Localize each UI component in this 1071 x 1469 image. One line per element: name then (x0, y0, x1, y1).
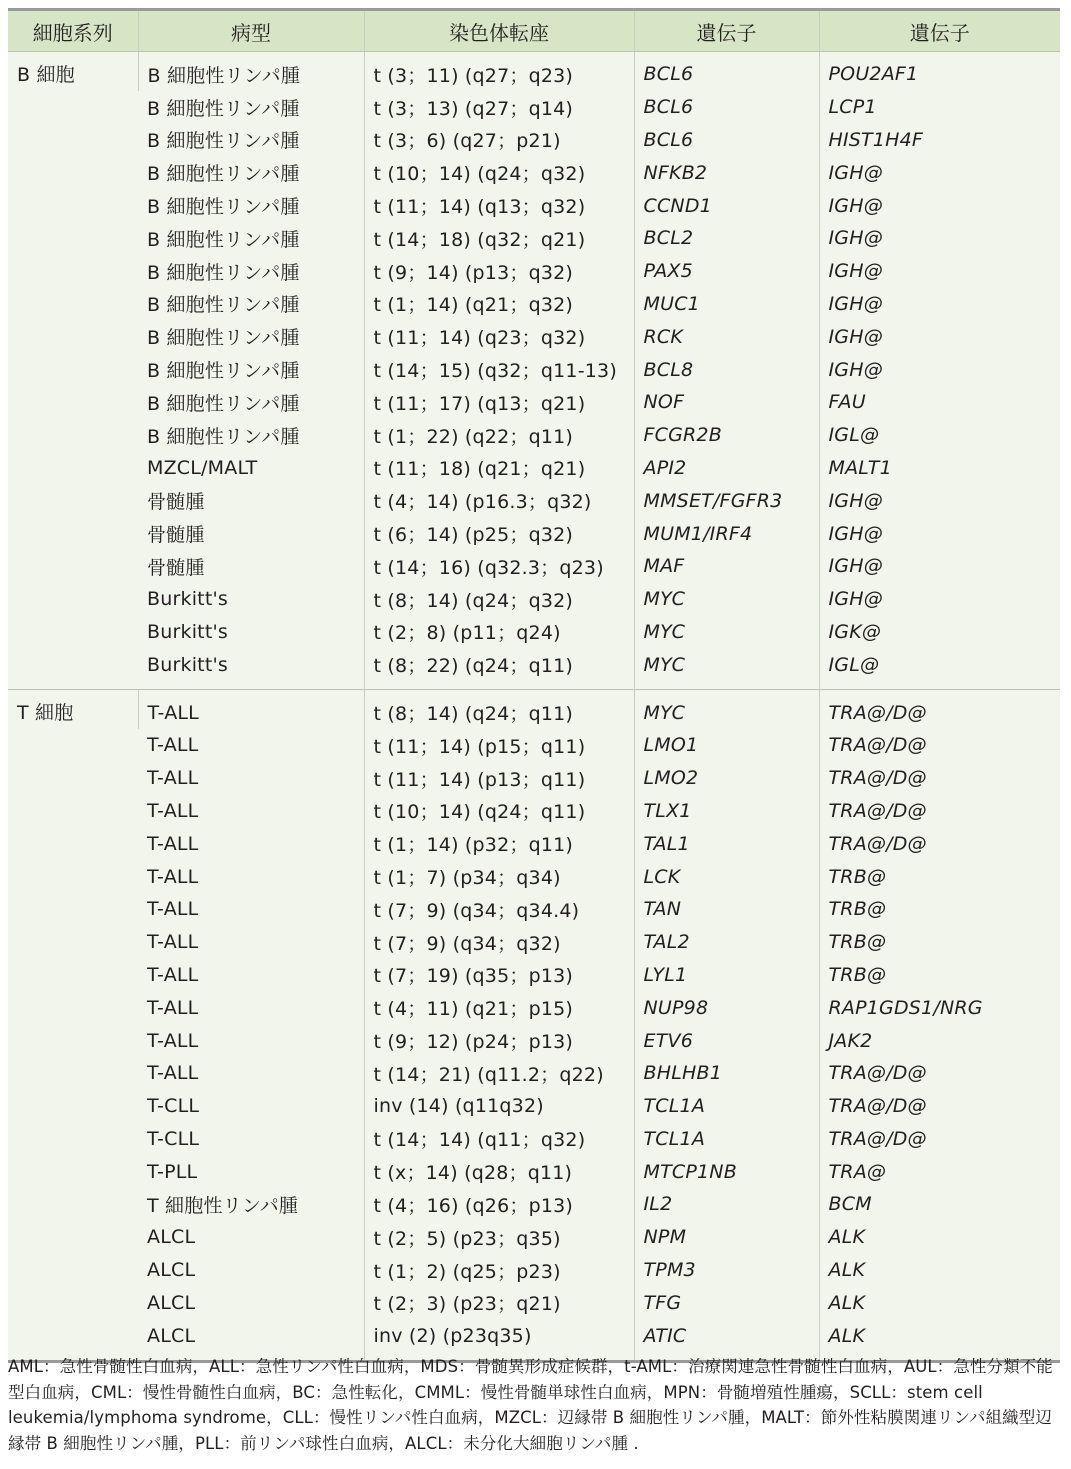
gene-1-cell: TCL1A (634, 1090, 819, 1123)
translocation-cell: t (11；14) (p13；q11) (364, 762, 634, 795)
gene-1-cell: CCND1 (634, 189, 819, 222)
gene-2-cell: RAP1GDS1/NRG (819, 991, 1060, 1024)
disease-type-cell: ALCL (147, 1291, 196, 1314)
header-translocation: 染色体転座 (364, 10, 634, 52)
gene-2-cell: IGH@ (819, 583, 1060, 616)
gene-2-cell: IGH@ (819, 517, 1060, 550)
table-row (8, 827, 1060, 860)
gene-1-cell: LMO2 (634, 762, 819, 795)
table-row (8, 452, 1060, 485)
translocation-cell: t (14；18) (q32；q21) (364, 222, 634, 255)
disease-type-cell: B 細胞性リンパ腫 (147, 196, 300, 219)
gene-2-cell: HIST1H4F (819, 124, 1060, 157)
gene-1-cell: LYL1 (634, 959, 819, 992)
gene-2-cell: BCM (819, 1188, 1060, 1221)
header-disease-type: 病型 (138, 10, 364, 52)
gene-1-cell: MTCP1NB (634, 1155, 819, 1188)
footnote: AML：急性骨髄性白血病，ALL：急性リンパ性白血病，MDS：骨髄異形成症候群，t-AML：治療関連急性骨髄性白血病，AUL：急性分類不能型白血病，CML：慢性骨髄性白血病，BC：急性転化，CMML：慢性骨髄単球性白血病，MPN：骨髄増殖性腫瘍，SCLL：stem cell leukemia/lymphoma syndrome，CLL：慢性リンパ性白血病，MZCL：辺縁帯 B 細胞性リンパ腫，MALT：節外性粘膜関連リンパ組織型辺縁帯 B 細胞性リンパ腫，PLL：前リンパ球性白血病，ALCL：未分化大細胞リンパ腫 . (8, 1357, 1053, 1453)
disease-type-cell: 骨髄腫 (147, 491, 205, 514)
gene-1-cell: BHLHB1 (634, 1057, 819, 1090)
disease-type-cell: B 細胞性リンパ腫 (147, 392, 300, 415)
disease-type-cell: T-ALL (138, 690, 364, 729)
table-row (8, 1090, 1060, 1123)
gene-2-cell: ALK (819, 1319, 1060, 1361)
translocation-cell: t (4；14) (p16.3；q32) (364, 484, 634, 517)
gene-2-cell: IGL@ (819, 419, 1060, 452)
gene-1-cell: BCL6 (634, 91, 819, 124)
gene-2-cell: IGH@ (819, 189, 1060, 222)
gene-1-cell: TAL2 (634, 926, 819, 959)
table-row (8, 517, 1060, 550)
table-row (8, 320, 1060, 353)
table-row (8, 893, 1060, 926)
table-row (8, 288, 1060, 321)
translocation-cell: t (14；14) (q11；q32) (364, 1123, 634, 1156)
gene-2-cell: IGH@ (819, 288, 1060, 321)
translocation-cell: t (11；14) (q23；q32) (364, 320, 634, 353)
translocation-cell: t (8；14) (q24；q11) (364, 690, 634, 729)
table-row (8, 1286, 1060, 1319)
gene-2-cell: IGH@ (819, 353, 1060, 386)
gene-1-cell: NPM (634, 1221, 819, 1254)
gene-2-cell: IGK@ (819, 616, 1060, 649)
translocation-cell: t (14；16) (q32.3；q23) (364, 550, 634, 583)
translocation-cell: inv (14) (q11q32) (364, 1090, 634, 1123)
disease-type-cell: B 細胞性リンパ腫 (147, 261, 300, 284)
gene-1-cell: TAL1 (634, 827, 819, 860)
gene-2-cell: IGH@ (819, 550, 1060, 583)
disease-type-cell: ALCL (147, 1259, 196, 1282)
gene-1-cell: IL2 (634, 1188, 819, 1221)
translocation-cell: t (9；14) (p13；q32) (364, 255, 634, 288)
translocation-cell: t (14；21) (q11.2；q22) (364, 1057, 634, 1090)
disease-type-cell: B 細胞性リンパ腫 (147, 130, 300, 153)
gene-2-cell: POU2AF1 (819, 52, 1060, 91)
translocation-cell: inv (2) (p23q35) (364, 1319, 634, 1361)
table-row (8, 1057, 1060, 1090)
gene-1-cell: TFG (634, 1286, 819, 1319)
translocation-cell: t (1；2) (q25；p23) (364, 1254, 634, 1287)
gene-2-cell: IGL@ (819, 648, 1060, 689)
gene-1-cell: NUP98 (634, 991, 819, 1024)
disease-type-cell: B 細胞性リンパ腫 (147, 360, 300, 383)
translocation-cell: t (2；8) (p11；q24) (364, 616, 634, 649)
table-row (8, 616, 1060, 649)
translocation-cell: t (11；14) (q13；q32) (364, 189, 634, 222)
table-row (8, 1024, 1060, 1057)
table-row (8, 419, 1060, 452)
table-row (8, 1254, 1060, 1287)
header-row (8, 10, 1060, 52)
gene-2-cell: ALK (819, 1221, 1060, 1254)
header-gene-1: 遺伝子 (634, 10, 819, 52)
translocation-cell: t (10；14) (q24；q32) (364, 156, 634, 189)
gene-2-cell: IGH@ (819, 255, 1060, 288)
translocation-cell: t (3；6) (q27；p21) (364, 124, 634, 157)
translocation-cell: t (3；11) (q27；q23) (364, 52, 634, 91)
gene-2-cell: FAU (819, 386, 1060, 419)
gene-1-cell: MAF (634, 550, 819, 583)
table-row (8, 124, 1060, 157)
disease-type-cell: T 細胞性リンパ腫 (147, 1194, 299, 1217)
disease-type-cell: T-ALL (147, 898, 199, 921)
gene-1-cell: MYC (634, 690, 819, 729)
gene-1-cell: TLX1 (634, 795, 819, 828)
disease-type-cell: B 細胞性リンパ腫 (147, 163, 300, 186)
disease-type-cell: Burkitt's (147, 653, 228, 676)
disease-type-cell: T-CLL (147, 1127, 200, 1150)
table-row (8, 386, 1060, 419)
gene-2-cell: TRA@/D@ (819, 1057, 1060, 1090)
table-header (8, 10, 1060, 52)
gene-2-cell: TRB@ (819, 893, 1060, 926)
gene-1-cell: NFKB2 (634, 156, 819, 189)
gene-2-cell: TRA@/D@ (819, 1123, 1060, 1156)
gene-1-cell: TCL1A (634, 1123, 819, 1156)
gene-1-cell: ETV6 (634, 1024, 819, 1057)
lineage-cell: T 細胞 (8, 690, 138, 1362)
translocation-table (8, 8, 1060, 1363)
translocation-cell: t (x；14) (q28；q11) (364, 1155, 634, 1188)
translocation-cell: t (1；14) (p32；q11) (364, 827, 634, 860)
translocation-cell: t (7；9) (q34；q34.4) (364, 893, 634, 926)
disease-type-cell: T-ALL (147, 767, 199, 790)
gene-2-cell: LCP1 (819, 91, 1060, 124)
translocation-cell: t (4；11) (q21；p15) (364, 991, 634, 1024)
disease-type-cell: B 細胞性リンパ腫 (138, 52, 364, 91)
translocation-cell: t (6；14) (p25；q32) (364, 517, 634, 550)
table-row (8, 222, 1060, 255)
translocation-cell: t (2；5) (p23；q35) (364, 1221, 634, 1254)
gene-2-cell: TRA@/D@ (819, 795, 1060, 828)
table-row (8, 550, 1060, 583)
disease-type-cell: T-ALL (147, 1029, 199, 1052)
gene-1-cell: MUC1 (634, 288, 819, 321)
gene-1-cell: BCL6 (634, 124, 819, 157)
gene-1-cell: LCK (634, 860, 819, 893)
gene-2-cell: IGH@ (819, 156, 1060, 189)
gene-2-cell: TRB@ (819, 926, 1060, 959)
gene-1-cell: RCK (634, 320, 819, 353)
gene-1-cell: PAX5 (634, 255, 819, 288)
gene-2-cell: MALT1 (819, 452, 1060, 485)
translocation-cell: t (11；18) (q21；q21) (364, 452, 634, 485)
translocation-cell: t (8；14) (q24；q32) (364, 583, 634, 616)
gene-1-cell: ATIC (634, 1319, 819, 1361)
table-row (8, 1188, 1060, 1221)
translocation-cell: t (1；7) (p34；q34) (364, 860, 634, 893)
translocation-cell: t (7；9) (q34；q32) (364, 926, 634, 959)
table-row (8, 926, 1060, 959)
disease-type-cell: B 細胞性リンパ腫 (147, 327, 300, 350)
table-row (8, 484, 1060, 517)
lineage-cell: B 細胞 (17, 64, 75, 86)
translocation-cell: t (1；22) (q22；q11) (364, 419, 634, 452)
disease-type-cell: B 細胞性リンパ腫 (147, 294, 300, 317)
table-row (8, 690, 1060, 729)
table-row (8, 1155, 1060, 1188)
disease-type-cell: 骨髄腫 (147, 556, 205, 579)
translocation-cell: t (4；16) (q26；p13) (364, 1188, 634, 1221)
gene-1-cell: NOF (634, 386, 819, 419)
table-row (8, 583, 1060, 616)
disease-type-cell: B 細胞性リンパ腫 (147, 425, 300, 448)
gene-2-cell: IGH@ (819, 320, 1060, 353)
table-row (8, 156, 1060, 189)
gene-1-cell: BCL8 (634, 353, 819, 386)
gene-2-cell: TRA@/D@ (819, 762, 1060, 795)
gene-1-cell: MUM1/IRF4 (634, 517, 819, 550)
gene-1-cell: LMO1 (634, 729, 819, 762)
disease-type-cell: T-ALL (147, 1062, 199, 1085)
translocation-cell: t (10；14) (q24；q11) (364, 795, 634, 828)
disease-type-cell: T-CLL (147, 1095, 200, 1118)
translocation-cell: t (1；14) (q21；q32) (364, 288, 634, 321)
disease-type-cell: T-ALL (147, 865, 199, 888)
header-lineage: 細胞系列 (8, 10, 138, 52)
disease-type-cell: MZCL/MALT (147, 456, 258, 479)
table-row (8, 860, 1060, 893)
table-row (8, 1123, 1060, 1156)
translocation-cell: t (2；3) (p23；q21) (364, 1286, 634, 1319)
gene-2-cell: ALK (819, 1286, 1060, 1319)
table-row (8, 91, 1060, 124)
disease-type-cell: ALCL (147, 1226, 196, 1249)
table-row (8, 959, 1060, 992)
disease-type-cell: 骨髄腫 (147, 524, 205, 547)
disease-type-cell: T-ALL (147, 734, 199, 757)
translocation-cell: t (3；13) (q27；q14) (364, 91, 634, 124)
table-row (8, 729, 1060, 762)
gene-1-cell: TPM3 (634, 1254, 819, 1287)
translocation-cell: t (11；14) (p15；q11) (364, 729, 634, 762)
table-row (8, 353, 1060, 386)
group-t-cell (8, 690, 1060, 1362)
gene-1-cell: FCGR2B (634, 419, 819, 452)
gene-2-cell: TRA@/D@ (819, 690, 1060, 729)
gene-1-cell: MMSET/FGFR3 (634, 484, 819, 517)
gene-2-cell: ALK (819, 1254, 1060, 1287)
translocation-cell: t (14；15) (q32；q11-13) (364, 353, 634, 386)
gene-1-cell: BCL6 (634, 52, 819, 91)
translocation-cell: t (8；22) (q24；q11) (364, 648, 634, 689)
table-row (8, 255, 1060, 288)
gene-1-cell: TAN (634, 893, 819, 926)
gene-2-cell: JAK2 (819, 1024, 1060, 1057)
disease-type-cell: ALCL (147, 1324, 196, 1347)
table-row (8, 991, 1060, 1024)
translocation-cell: t (11；17) (q13；q21) (364, 386, 634, 419)
disease-type-cell: T-ALL (147, 799, 199, 822)
gene-1-cell: MYC (634, 583, 819, 616)
gene-2-cell: TRB@ (819, 959, 1060, 992)
gene-2-cell: TRB@ (819, 860, 1060, 893)
gene-1-cell: MYC (634, 648, 819, 689)
gene-2-cell: TRA@/D@ (819, 827, 1060, 860)
disease-type-cell: B 細胞性リンパ腫 (147, 97, 300, 120)
disease-type-cell: T-ALL (147, 996, 199, 1019)
disease-type-cell: T-PLL (147, 1160, 198, 1183)
gene-2-cell: TRA@ (819, 1155, 1060, 1188)
translocation-cell: t (7；19) (q35；p13) (364, 959, 634, 992)
gene-2-cell: IGH@ (819, 484, 1060, 517)
gene-2-cell: TRA@/D@ (819, 1090, 1060, 1123)
disease-type-cell: T-ALL (147, 832, 199, 855)
gene-1-cell: MYC (634, 616, 819, 649)
gene-1-cell: API2 (634, 452, 819, 485)
disease-type-cell: B 細胞性リンパ腫 (147, 228, 300, 251)
disease-type-cell: T-ALL (147, 931, 199, 954)
table-row (8, 1221, 1060, 1254)
disease-type-cell: Burkitt's (147, 588, 228, 611)
table-row (8, 189, 1060, 222)
group-b-cell (8, 52, 1060, 690)
header-gene-2: 遺伝子 (819, 10, 1060, 52)
disease-type-cell: Burkitt's (147, 620, 228, 643)
table-row (8, 648, 1060, 689)
table-row (8, 52, 1060, 91)
gene-1-cell: BCL2 (634, 222, 819, 255)
gene-2-cell: IGH@ (819, 222, 1060, 255)
translocation-cell: t (9；12) (p24；p13) (364, 1024, 634, 1057)
gene-2-cell: TRA@/D@ (819, 729, 1060, 762)
table-row (8, 795, 1060, 828)
table-row (8, 762, 1060, 795)
disease-type-cell: T-ALL (147, 963, 199, 986)
